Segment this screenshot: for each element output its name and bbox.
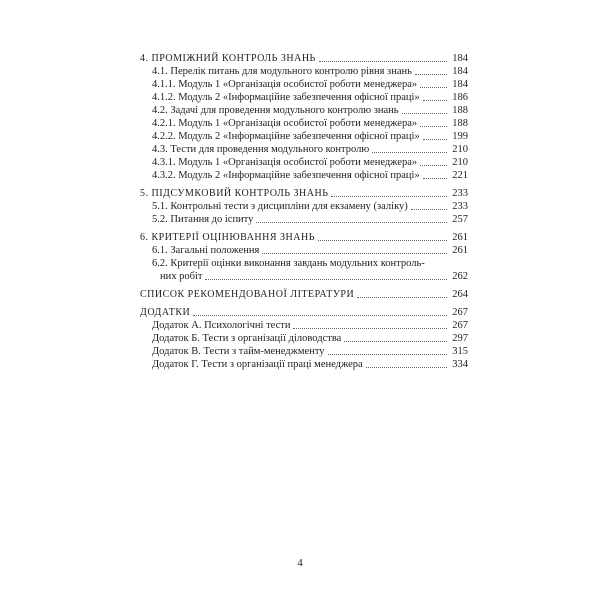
page-ref: 315 — [452, 346, 468, 357]
entry-title: 4.3.1. Модуль 1 «Організація особистої роботи менеджера» — [152, 157, 418, 168]
dot-leader — [423, 139, 447, 140]
toc-entry[interactable] — [140, 244, 468, 257]
page-ref: 184 — [452, 79, 468, 90]
page-ref: 188 — [452, 105, 468, 116]
entry-title: 4.1.1. Модуль 1 «Організація особистої роботи менеджера» — [152, 79, 418, 90]
page-ref: 267 — [452, 307, 468, 318]
page-ref: 264 — [452, 289, 468, 300]
page-ref: 261 — [452, 232, 468, 243]
dot-leader — [423, 100, 447, 101]
page-ref: 199 — [452, 131, 468, 142]
toc-entry[interactable] — [140, 213, 468, 226]
entry-title: 6.2. Критерії оцінки виконання завдань модульних контроль- — [152, 258, 425, 269]
toc-entry[interactable] — [140, 200, 468, 213]
entry-title: Додаток А. Психологічні тести — [152, 320, 291, 331]
toc-entry[interactable] — [140, 187, 468, 200]
toc-entry[interactable] — [140, 91, 468, 104]
dot-leader — [357, 297, 447, 298]
page-ref: 297 — [452, 333, 468, 344]
toc-entry[interactable] — [140, 104, 468, 117]
entry-title: 6.1. Загальні положення — [152, 245, 260, 256]
dot-leader — [411, 209, 447, 210]
section-title: 6. КРИТЕРІЇ ОЦІНЮВАННЯ ЗНАНЬ — [140, 232, 315, 243]
entry-title: Додаток Г. Тести з організації праці менеджера — [152, 359, 363, 370]
entry-title: 4.1. Перелік питань для модульного контролю рівня знань — [152, 66, 412, 77]
page-ref: 210 — [452, 157, 468, 168]
toc-entry[interactable] — [140, 156, 468, 169]
toc-entry[interactable] — [140, 288, 468, 301]
dot-leader — [293, 328, 447, 329]
toc-entry[interactable] — [140, 169, 468, 182]
entry-title: 5.2. Питання до іспиту — [152, 214, 254, 225]
page-ref: 221 — [452, 170, 468, 181]
dot-leader — [205, 279, 447, 280]
dot-leader — [331, 196, 447, 197]
page-ref: 267 — [452, 320, 468, 331]
toc-entry[interactable] — [140, 345, 468, 358]
entry-title-continuation: них робіт — [160, 271, 203, 282]
page-ref: 257 — [452, 214, 468, 225]
entry-title: 4.2.1. Модуль 1 «Організація особистої роботи менеджера» — [152, 118, 418, 129]
toc-entry[interactable] — [140, 306, 468, 319]
entry-title: Додаток В. Тести з тайм-менеджменту — [152, 346, 325, 357]
toc-entry[interactable] — [140, 130, 468, 143]
page-ref: 233 — [452, 201, 468, 212]
toc-entry[interactable] — [140, 257, 468, 270]
dot-leader — [402, 113, 447, 114]
dot-leader — [415, 74, 447, 75]
page-ref: 334 — [452, 359, 468, 370]
section-title: 5. ПІДСУМКОВИЙ КОНТРОЛЬ ЗНАНЬ — [140, 188, 329, 199]
page-ref: 261 — [452, 245, 468, 256]
entry-title: 5.1. Контрольні тести з дисципліни для екзамену (заліку) — [152, 201, 408, 212]
dot-leader — [256, 222, 447, 223]
toc-entry[interactable] — [140, 52, 468, 65]
page-ref: 184 — [452, 53, 468, 64]
toc-entry[interactable] — [140, 65, 468, 78]
toc-section-bibliography — [140, 288, 468, 301]
toc-entry[interactable] — [140, 319, 468, 332]
dot-leader — [344, 341, 447, 342]
entry-title: 4.3. Тести для проведення модульного контролю — [152, 144, 370, 155]
page-ref: 184 — [452, 66, 468, 77]
section-title: 4. ПРОМІЖНИЙ КОНТРОЛЬ ЗНАНЬ — [140, 53, 316, 64]
entry-title: 4.1.2. Модуль 2 «Інформаційне забезпечення офісної праці» — [152, 92, 420, 103]
toc-section-4 — [140, 52, 468, 182]
dot-leader — [193, 315, 447, 316]
toc-entry[interactable] — [140, 78, 468, 91]
dot-leader — [318, 240, 447, 241]
toc-section-6 — [140, 231, 468, 283]
page-ref: 188 — [452, 118, 468, 129]
entry-title: Додаток Б. Тести з організації діловодства — [152, 333, 342, 344]
toc-entry[interactable] — [140, 231, 468, 244]
section-title: СПИСОК РЕКОМЕНДОВАНОЇ ЛІТЕРАТУРИ — [140, 289, 355, 300]
dot-leader — [420, 87, 447, 88]
dot-leader — [420, 126, 447, 127]
entry-title: 4.2. Задачі для проведення модульного контролю знань — [152, 105, 399, 116]
dot-leader — [319, 61, 447, 62]
page-number: 4 — [297, 557, 303, 569]
dot-leader — [372, 152, 447, 153]
section-title: ДОДАТКИ — [140, 307, 191, 318]
toc-section-appendices — [140, 306, 468, 371]
toc-entry-continuation[interactable] — [140, 270, 468, 283]
toc-section-5 — [140, 187, 468, 226]
dot-leader — [420, 165, 447, 166]
page-ref: 233 — [452, 188, 468, 199]
dot-leader — [423, 178, 447, 179]
toc-entry[interactable] — [140, 358, 468, 371]
entry-title: 4.3.2. Модуль 2 «Інформаційне забезпечення офісної праці» — [152, 170, 420, 181]
dot-leader — [328, 354, 447, 355]
page-ref: 262 — [452, 271, 468, 282]
toc-entry[interactable] — [140, 117, 468, 130]
page-ref: 210 — [452, 144, 468, 155]
dot-leader — [366, 367, 447, 368]
page-ref: 186 — [452, 92, 468, 103]
toc-entry[interactable] — [140, 332, 468, 345]
table-of-contents — [140, 52, 468, 376]
toc-entry[interactable] — [140, 143, 468, 156]
entry-title: 4.2.2. Модуль 2 «Інформаційне забезпечення офісної праці» — [152, 131, 420, 142]
dot-leader — [262, 253, 447, 254]
